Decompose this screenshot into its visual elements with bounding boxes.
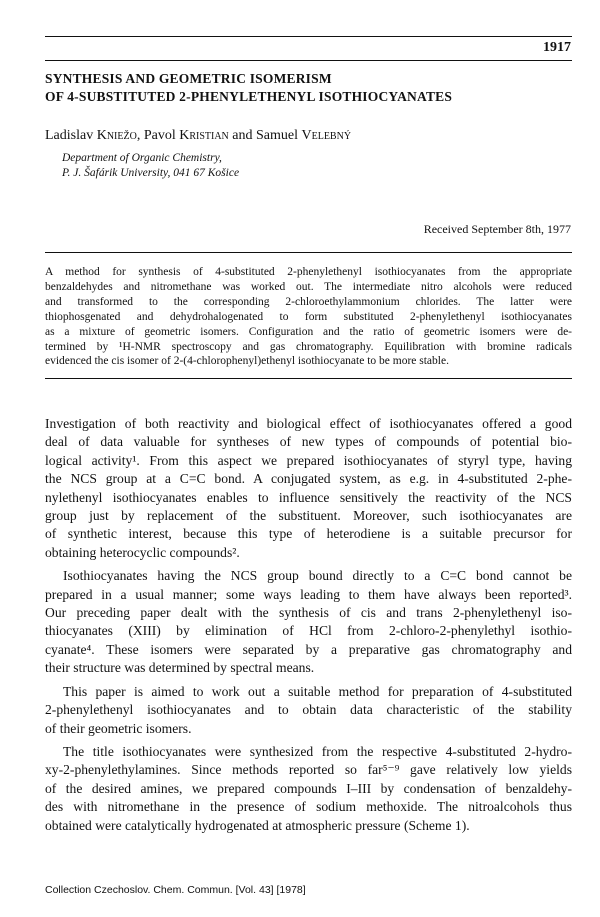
body-line: Isothiocyanates having the NCS group bound directly to a C=C bond cannot be	[63, 568, 572, 584]
body-line: of their geometric isomers.	[45, 720, 192, 736]
article-title	[45, 70, 572, 106]
abstract-line: and transformed to the corresponding 2-chloroethylammonium chlorides. The latter were	[45, 295, 572, 308]
body-line: obtained were catalytically hydrogenated at atmospheric pressure (Scheme 1).	[45, 817, 470, 833]
affiliation-line-1: Department of Organic Chemistry,	[62, 152, 222, 164]
body-line: nylethenyl isothiocyanates enables to influence sensitively the reactivity of the NCS	[45, 489, 572, 505]
abstract-line: evidenced the cis isomer of 2-(4-chlorophenyl)ethenyl isothiocyanate to be more stable.	[45, 355, 449, 368]
body-line: obtaining heterocyclic compounds².	[45, 544, 240, 560]
author-1-last: Kniežo	[96, 128, 137, 143]
body-line: of synthetic interest, because this type of heterodiene is a suitable precursor for	[45, 526, 572, 542]
author-3-last: Velebný	[301, 128, 352, 143]
body-line: deal of data valuable for syntheses of new types of compounds of potential bio-	[45, 434, 572, 450]
received-date: Received September 8th, 1977	[423, 222, 571, 236]
body-line: xy-2-phenylethylamines. Since methods reported so far⁵⁻⁹ gave relatively low yields	[45, 762, 572, 778]
body-line: of the desired amines, we prepared compounds I–III by condensation of benzaldehy-	[45, 780, 572, 796]
body-line: The title isothiocyanates were synthesized from the respective 4-substituted 2-hydro-	[63, 743, 572, 759]
abstract-line: as a mixture of geometric isomers. Configuration and the ratio of geometric isomers were de-	[45, 325, 572, 338]
abstract-bottom-rule	[45, 378, 572, 379]
body-line: Our preceding paper dealt with the synthesis of cis and trans 2-phenylethenyl iso-	[45, 605, 572, 621]
abstract-line: termined by ¹H-NMR spectroscopy and gas chromatography. Equilibration with bromine radicals	[45, 340, 572, 353]
abstract-line: thiophosgenated and dehydrohalogenated to form substituted 2-phenylethenyl isothiocyanates	[45, 310, 572, 323]
body-line: prepared in a usual manner; some ways leading to them have always been reported³.	[45, 586, 572, 602]
body-line: their structure was determined by spectral means.	[45, 660, 315, 676]
abstract	[45, 265, 572, 369]
top-rule	[45, 36, 572, 37]
author-1-first: Ladislav	[45, 128, 97, 143]
author-list	[45, 128, 351, 144]
body-text	[45, 415, 572, 835]
affiliation	[62, 151, 239, 181]
author-separator-2: and Samuel	[228, 128, 302, 143]
body-line: the NCS group at a C=C bond. A conjugated system, as e.g. in 4-substituted 2-phe-	[45, 471, 572, 487]
body-line: des with nitromethane in the presence of sodium methoxide. The nitroalcohols thus	[45, 799, 572, 815]
author-2-last: Kristian	[179, 128, 229, 143]
title-line-2: OF 4-SUBSTITUTED 2-PHENYLETHENYL ISOTHIOCYANATES	[45, 89, 453, 104]
body-line: 2-phenylethenyl isothiocyanates and to obtain data characteristic of the stability	[45, 702, 572, 718]
journal-footer: Collection Czechoslov. Chem. Commun. [Vol. 43] [1978]	[45, 884, 306, 896]
author-separator-1: , Pavol	[136, 128, 180, 143]
abstract-top-rule	[45, 252, 572, 253]
body-line: logical activity¹. From this aspect we prepared isothiocyanates of styryl type, having	[45, 452, 572, 468]
title-line-1: SYNTHESIS AND GEOMETRIC ISOMERISM	[45, 71, 332, 86]
page-number: 1917	[543, 40, 571, 55]
abstract-line: A method for synthesis of 4-substituted 2-phenylethenyl isothiocyanates from the appropriate	[45, 266, 572, 278]
body-line: This paper is aimed to work out a suitable method for preparation of 4-substituted	[63, 683, 572, 699]
body-line: thiocyanates (XIII) by elimination of HCl from 2-chloro-2-phenylethyl isothio-	[45, 623, 572, 639]
body-line: Investigation of both reactivity and biological effect of isothiocyanates offered a good	[45, 416, 572, 431]
body-line: cyanate⁴. These isomers were separated by a preparative gas chromatography and	[45, 641, 572, 657]
body-line: group just by replacement of the substituent. Moreover, such isothiocyanates are	[45, 508, 572, 524]
affiliation-line-2: P. J. Šafárik University, 041 67 Košice	[62, 167, 240, 179]
header-rule	[45, 60, 572, 61]
abstract-line: benzaldehydes and nitromethane was worked out. The intermediate nitro alcohols were reduced	[45, 280, 572, 293]
